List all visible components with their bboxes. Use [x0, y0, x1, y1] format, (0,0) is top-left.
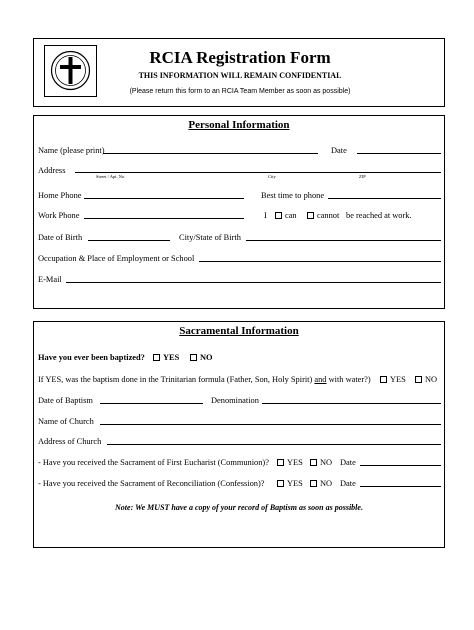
baptized-no-checkbox[interactable] [190, 354, 197, 361]
eucharist-yes-checkbox[interactable] [277, 459, 284, 466]
cross-logo-icon [49, 49, 92, 92]
address-label: Address [38, 166, 66, 175]
trinitarian-question-a: If YES, was the baptism done in the Trinitarian formula (Father, Son, Holy Spirit) [38, 375, 313, 384]
personal-info-heading: Personal Information [188, 119, 290, 131]
church-address-field[interactable] [107, 444, 441, 445]
date-field[interactable] [357, 153, 441, 154]
reconciliation-date-label: Date [340, 479, 356, 488]
best-time-field[interactable] [328, 198, 441, 199]
reconciliation-no-label: NO [320, 479, 333, 488]
form-title: RCIA Registration Form [149, 48, 331, 67]
name-label: Name (please print) [38, 146, 105, 155]
address-zip-sublabel: ZIP [359, 174, 366, 179]
work-phone-field[interactable] [84, 218, 244, 219]
work-phone-label: Work Phone [38, 211, 80, 220]
address-field[interactable] [75, 172, 441, 173]
trinitarian-no-label: NO [425, 375, 438, 384]
home-phone-label: Home Phone [38, 191, 82, 200]
reached-at-work-label: be reached at work. [346, 211, 412, 220]
reconciliation-yes-checkbox[interactable] [277, 480, 284, 487]
baptized-yes-label: YES [163, 353, 180, 362]
reconciliation-no-checkbox[interactable] [310, 480, 317, 487]
address-street-sublabel: Street / Apt. No. [96, 174, 126, 179]
reconciliation-yes-label: YES [287, 479, 303, 488]
email-label: E-Mail [38, 275, 62, 284]
trinitarian-and: and [314, 375, 327, 384]
eucharist-date-label: Date [340, 458, 356, 467]
trinitarian-no-checkbox[interactable] [415, 376, 422, 383]
baptized-yes-checkbox[interactable] [153, 354, 160, 361]
cannot-label: cannot [317, 211, 340, 220]
cannot-checkbox[interactable] [307, 212, 314, 219]
church-name-label: Name of Church [38, 417, 94, 426]
occupation-field[interactable] [199, 261, 441, 262]
return-note: (Please return this form to an RCIA Team Member as soon as possible) [129, 88, 351, 95]
eucharist-yes-label: YES [287, 458, 303, 467]
date-baptism-field[interactable] [100, 403, 203, 404]
can-checkbox[interactable] [275, 212, 282, 219]
occupation-label: Occupation & Place of Employment or School [38, 254, 195, 263]
home-phone-field[interactable] [84, 198, 244, 199]
work-i-label: I [264, 211, 267, 220]
trinitarian-yes-label: YES [390, 375, 406, 384]
trinitarian-question [38, 375, 371, 385]
church-name-field[interactable] [100, 424, 441, 425]
church-address-label: Address of Church [38, 437, 102, 446]
baptized-no-label: NO [200, 353, 213, 362]
baptized-question: Have you ever been baptized? [38, 353, 145, 362]
address-city-sublabel: City [268, 174, 276, 179]
baptism-record-note: Note: We MUST have a copy of your record of Baptism as soon as possible. [115, 503, 363, 512]
can-label: can [285, 211, 297, 220]
city-state-birth-label: City/State of Birth [179, 233, 241, 242]
date-baptism-label: Date of Baptism [38, 396, 93, 405]
eucharist-no-label: NO [320, 458, 333, 467]
confidential-notice: THIS INFORMATION WILL REMAIN CONFIDENTIAL [138, 71, 342, 80]
eucharist-question: - Have you received the Sacrament of First Eucharist (Communion)? [38, 458, 269, 467]
reconciliation-date-field[interactable] [360, 486, 441, 487]
reconciliation-question: - Have you received the Sacrament of Reconciliation (Confession)? [38, 479, 265, 488]
name-field[interactable] [103, 153, 318, 154]
trinitarian-question-b: with water?) [328, 375, 371, 384]
dob-label: Date of Birth [38, 233, 83, 242]
sacramental-info-heading: Sacramental Information [179, 325, 299, 337]
trinitarian-yes-checkbox[interactable] [380, 376, 387, 383]
date-label: Date [331, 146, 347, 155]
city-state-birth-field[interactable] [246, 240, 441, 241]
email-field[interactable] [66, 282, 441, 283]
dob-field[interactable] [88, 240, 170, 241]
eucharist-date-field[interactable] [360, 465, 441, 466]
denomination-label: Denomination [211, 396, 259, 405]
best-time-label: Best time to phone [261, 191, 325, 200]
denomination-field[interactable] [262, 403, 441, 404]
eucharist-no-checkbox[interactable] [310, 459, 317, 466]
